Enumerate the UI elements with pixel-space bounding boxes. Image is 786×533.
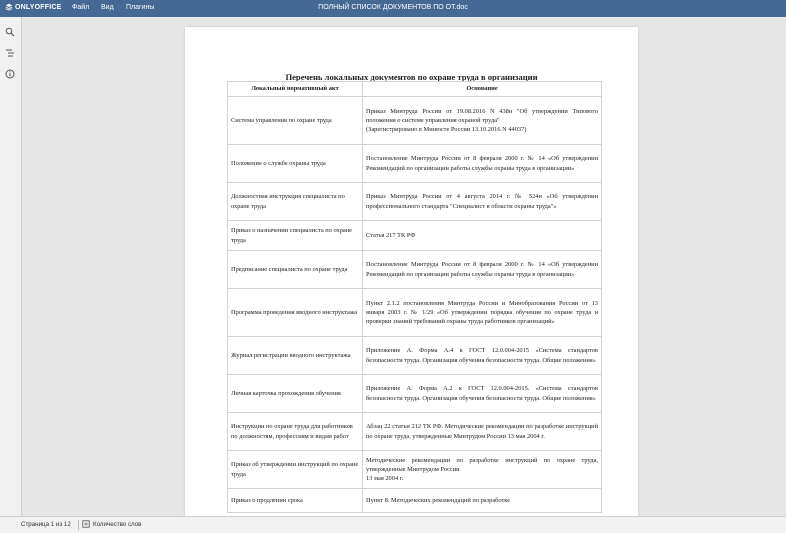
table-row (228, 289, 602, 337)
basis-cell: Приложение А. Форма А.2 к ГОСТ 12.0.004-2015. «Система стандартов безопасности труда. Организация обучения безопасности труда. Общие положения» (363, 375, 602, 413)
table-row (228, 489, 602, 513)
left-toolbar (0, 17, 22, 516)
basis-text-extra: (Зарегистрировано в Минюсте России 13.10.2016 N 44037) (366, 126, 527, 134)
table-header-row (228, 82, 602, 97)
act-cell: Приказ об утверждении инструкций по охране труда (228, 451, 363, 489)
table-row (228, 183, 602, 221)
act-cell: Журнал регистрации вводного инструктажа (228, 337, 363, 375)
act-cell: Программа проведения вводного инструктажа (228, 289, 363, 337)
basis-cell: Приложение А. Форма А.4 к ГОСТ 12.0.004-2015 «Система стандартов безопасности труда. Организация обучения безопасности труда. Общие положения» (363, 337, 602, 375)
table-row (228, 375, 602, 413)
act-cell: Приказ о продлении срока (228, 489, 363, 513)
basis-text-extra: 13 мая 2004 г. (366, 475, 404, 483)
table-row (228, 451, 602, 489)
act-cell: Приказ о назначении специалиста по охране труда (228, 221, 363, 251)
basis-cell: Абзац 22 статьи 212 ТК РФ. Методические рекомендации по разработке инструкций по охране труда, утвержденные Минтрудом России 13 мая 2004 г. (363, 413, 602, 451)
act-cell: Предписание специалиста по охране труда (228, 251, 363, 289)
column-header-act: Локальный нормативный акт (228, 82, 363, 97)
word-count-button[interactable] (82, 520, 141, 528)
basis-cell: Постановление Минтруда России от 8 февраля 2000 г. № 14 «Об утверждении Рекомендаций по организации работы службы охраны труда в организации» (363, 251, 602, 289)
basis-text: Приказ Минтруда России от 19.08.2016 N 438н "Об утверждении Типового положения о системе управления охраной труда" (366, 107, 598, 124)
status-divider (78, 520, 79, 530)
title-bar (0, 0, 786, 17)
document-page[interactable] (185, 27, 638, 516)
table-row (228, 97, 602, 145)
basis-cell: Постановление Минтруда России от 8 февраля 2000 г. № 14 «Об утверждении Рекомендаций по организации работы службы охраны труда в организации» (363, 145, 602, 183)
page-indicator[interactable]: Страница 1 из 12 (21, 521, 71, 528)
word-count-label: Количество слов (93, 520, 142, 528)
document-canvas[interactable] (22, 17, 786, 516)
headings-icon[interactable] (5, 48, 15, 58)
act-cell: Система управления по охране труда (228, 97, 363, 145)
table-row (228, 337, 602, 375)
basis-cell (363, 451, 602, 489)
basis-text: Методические рекомендации по разработке инструкций по охране труда, утвержденные Минтрудом России (366, 456, 598, 473)
document-heading: Перечень локальных документов по охране труда в организации (285, 72, 538, 82)
search-icon[interactable] (5, 27, 15, 37)
act-cell: Инструкции по охране труда для работников по должностям, профессиям и видам работ (228, 413, 363, 451)
basis-cell: Статья 217 ТК РФ (363, 221, 602, 251)
basis-cell (363, 97, 602, 145)
basis-cell: Приказ Минтруда России от 4 августа 2014 г. № 524н «Об утверждении профессионального стандарта "Специалист в области охраны труда"» (363, 183, 602, 221)
table-row (228, 251, 602, 289)
menu-file[interactable]: Файл (72, 4, 90, 11)
basis-cell: Пункт 2.1.2 постановления Минтруда России и Минобразования России от 13 января 2003 г. № 1/29 «Об утверждении порядка обучения по охране труда и проверки знаний требований охраны труда работников организаций» (363, 289, 602, 337)
status-bar (0, 516, 786, 533)
app-logo-text: ONLYOFFICE (15, 3, 62, 11)
table-row (228, 145, 602, 183)
act-cell: Положение о службе охраны труда (228, 145, 363, 183)
act-cell: Должностная инструкция специалиста по охране труда (228, 183, 363, 221)
document-title: ПОЛНЫЙ СПИСОК ДОКУМЕНТОВ ПО ОТ.doc (318, 4, 468, 11)
basis-cell: Пункт 8. Методических рекомендаций по разработке (363, 489, 602, 513)
menu-view[interactable]: Вид (101, 4, 114, 11)
menu-plugins[interactable]: Плагины (126, 4, 155, 11)
act-cell: Личная карточка прохождения обучения (228, 375, 363, 413)
documents-table (227, 81, 602, 513)
table-row (228, 221, 602, 251)
column-header-basis: Основание (363, 82, 602, 97)
table-row (228, 413, 602, 451)
info-icon[interactable] (5, 69, 15, 79)
word-count-icon (82, 520, 90, 528)
